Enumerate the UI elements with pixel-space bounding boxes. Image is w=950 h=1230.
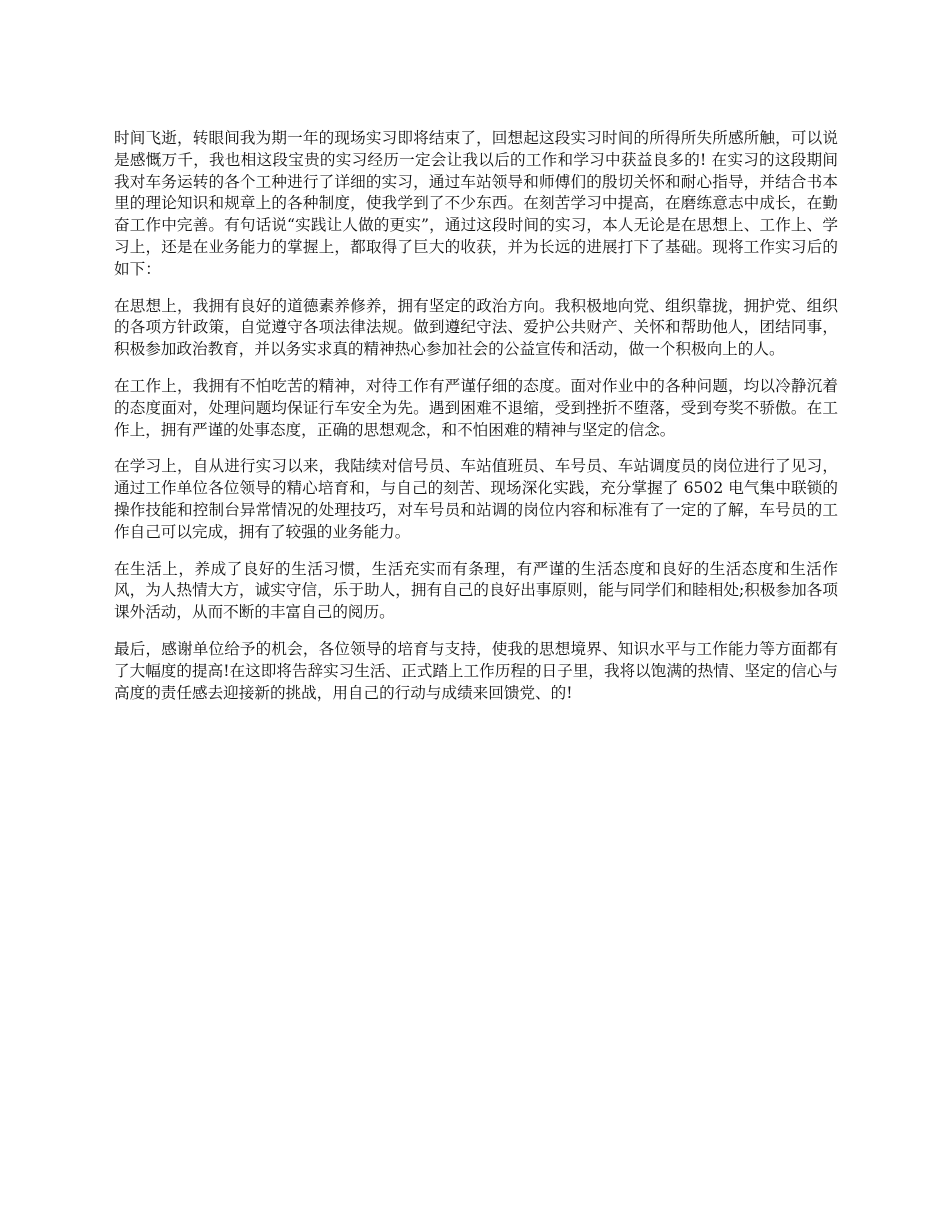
paragraph-life: 在生活上，养成了良好的生活习惯，生活充实而有条理，有严谨的生活态度和良好的生活态度和生活作风，为人热情大方，诚实守信，乐于助人，拥有自己的良好出事原则，能与同学们和睦相处;积极参加各项课外活动，从而不断的丰富自己的阅历。 <box>114 559 838 622</box>
paragraph-study: 在学习上，自从进行实习以来，我陆续对信号员、车站值班员、车号员、车站调度员的岗位进行了见习，通过工作单位各位领导的精心培育和，与自己的刻苦、现场深化实践，充分掌握了 6502 电气集中联锁的操作技能和控制台异常情况的处理技巧，对车号员和站调的岗位内容和标准有了一定的了解，车号员的工作自己可以完成，拥有了较强的业务能力。 <box>114 457 838 541</box>
document-body <box>114 128 838 719</box>
paragraph-intro: 时间飞逝，转眼间我为期一年的现场实习即将结束了，回想起这段实习时间的所得所失所感所触，可以说是感慨万千，我也相这段宝贵的实习经历一定会让我以后的工作和学习中获益良多的! 在实习的这段期间我对车务运转的各个工种进行了详细的实习，通过车站领导和师傅们的殷切关怀和耐心指导，并结合书本里的理论知识和规章上的各种制度，使我学到了不少东西。在刻苦学习中提高，在磨练意志中成长，在勤奋工作中完善。有句话说“实践让人做的更实”，通过这段时间的实习，本人无论是在思想上、工作上、学习上，还是在业务能力的掌握上，都取得了巨大的收获，并为长远的进展打下了基础。现将工作实习后的如下： <box>114 129 838 278</box>
paragraph-ideology: 在思想上，我拥有良好的道德素养修养，拥有坚定的政治方向。我积极地向党、组织靠拢，拥护党、组织的各项方针政策，自觉遵守各项法律法规。做到遵纪守法、爱护公共财产、关怀和帮助他人，团结同事，积极参加政治教育，并以务实求真的精神热心参加社会的公益宣传和活动，做一个积极向上的人。 <box>114 296 838 359</box>
paragraph-conclusion: 最后，感谢单位给予的机会，各位领导的培育与支持，使我的思想境界、知识水平与工作能力等方面都有了大幅度的提高!在这即将告辞实习生活、正式踏上工作历程的日子里，我将以饱满的热情、坚定的信心与高度的责任感去迎接新的挑战，用自己的行动与成绩来回馈党、的! <box>114 639 838 702</box>
paragraph-work: 在工作上，我拥有不怕吃苦的精神，对待工作有严谨仔细的态度。面对作业中的各种问题，均以冷静沉着的态度面对，处理问题均保证行车安全为先。遇到困难不退缩，受到挫折不堕落，受到夸奖不骄傲。在工作上，拥有严谨的处事态度，正确的思想观念，和不怕困难的精神与坚定的信念。 <box>114 376 838 439</box>
